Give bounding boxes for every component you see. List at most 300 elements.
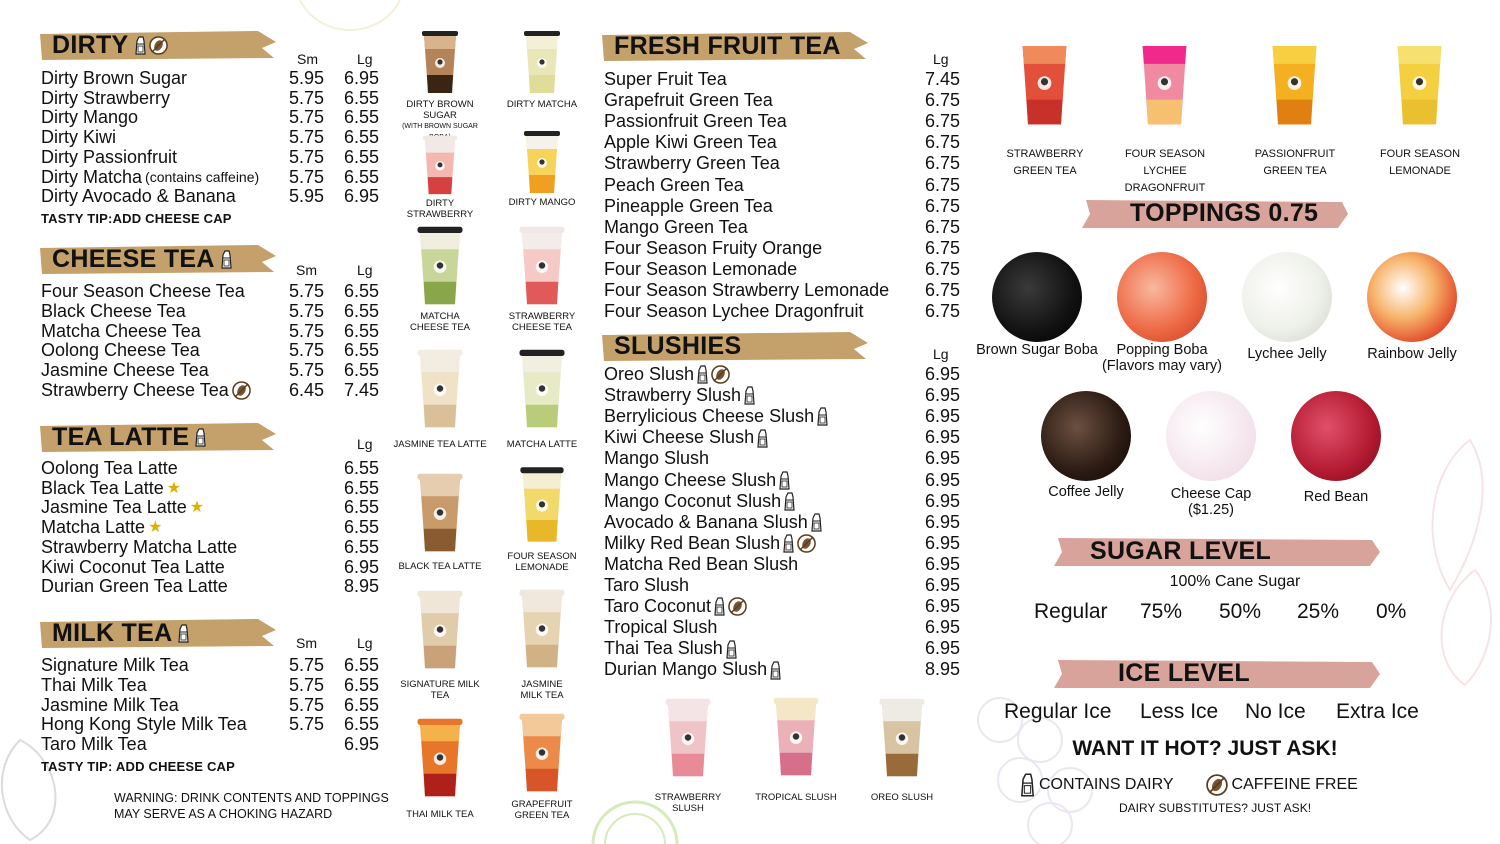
latte-item: [41, 577, 228, 597]
milk-carton-icon: [697, 365, 708, 384]
latte-item: [41, 459, 178, 479]
sugar-level-option: Regular: [1034, 600, 1108, 623]
dirty-price-sm: 5.75: [289, 166, 325, 187]
fruit-title: FRESH FRUIT TEA: [614, 32, 841, 60]
drink-photo-caption: [392, 311, 488, 333]
choking-warning: [114, 790, 389, 822]
dirty-price-lg: 6.55: [344, 107, 380, 128]
cheese-price-sm: 5.75: [289, 360, 325, 381]
caption-line-1: FOUR SEASON LYCHEE: [1124, 148, 1206, 177]
caption-line-1: TROPICAL SLUSH: [755, 792, 837, 803]
fruit-price-lg: 6.75: [925, 258, 961, 279]
topping-caption: [1217, 346, 1357, 362]
caption-line-1: STRAWBERRY: [654, 792, 722, 803]
latte-price-lg: 6.55: [344, 458, 380, 478]
slush-price-lg: 6.95: [925, 532, 961, 553]
milk-item: [41, 656, 189, 676]
dirty-heading: [38, 28, 278, 62]
drink-photo-caption: [392, 439, 488, 450]
cheese-lg-header: Lg: [357, 262, 373, 278]
slush-price-lg: 6.95: [925, 427, 961, 448]
drink-photo: [415, 25, 465, 100]
latte-item-name: Kiwi Coconut Tea Latte: [41, 556, 225, 577]
caption-line-2: LEMONADE: [515, 562, 569, 573]
milk-item-name: Jasmine Milk Tea: [41, 694, 179, 715]
dirty-price-sm: 5.95: [289, 68, 325, 88]
slush-item: [604, 555, 798, 575]
slush-title: SLUSHIES: [614, 332, 742, 360]
slush-item: [604, 407, 828, 427]
slush-item-name: Mango Slush: [604, 448, 710, 469]
latte-item: [41, 479, 181, 499]
fruit-price-lg: 6.75: [925, 195, 961, 216]
drink-photo-caption: [494, 551, 590, 573]
slush-item: [604, 660, 781, 680]
slush-item: [604, 386, 755, 406]
slush-item: [604, 471, 790, 491]
fruit-price-lg: 6.75: [925, 111, 961, 132]
sugar-level-option: 25%: [1297, 600, 1340, 623]
cheese-item-name: Four Season Cheese Tea: [41, 281, 245, 301]
fruit-item: [604, 260, 797, 280]
topping-caption-line-1: Brown Sugar Boba: [976, 342, 1098, 358]
fruit-item: [604, 176, 744, 196]
fruit-item-name: Grapefruit Green Tea: [604, 90, 773, 111]
slush-item-name: Thai Tea Slush: [604, 638, 723, 659]
dirty-item-name: Dirty Strawberry: [41, 87, 171, 108]
milk-price-lg: 6.95: [344, 734, 380, 755]
dirty-item: [41, 128, 116, 148]
dirty-price-lg: 6.95: [344, 186, 380, 207]
slush-price-lg: 8.95: [925, 659, 961, 680]
slush-item: [604, 449, 709, 469]
caption-line-1: FOUR SEASON: [507, 551, 577, 562]
caption-line-1: SIGNATURE MILK TEA: [400, 679, 480, 701]
milk-lg-header: Lg: [357, 635, 373, 651]
dirty-price-lg: 6.55: [344, 127, 380, 148]
ice-title: ICE LEVEL: [1118, 659, 1250, 687]
fruit-item: [604, 154, 780, 174]
cheese-item: [41, 381, 251, 401]
caption-line-1: GRAPEFRUIT: [511, 799, 573, 810]
sugar-level-option: 0%: [1376, 600, 1407, 623]
cheese-heading: [38, 242, 278, 276]
topping-photo: [1367, 252, 1457, 342]
slush-item: [604, 576, 689, 596]
dirty-price-lg: 6.55: [344, 87, 380, 108]
cheese-price-lg: 6.55: [344, 281, 380, 301]
milk-carton-icon: [770, 661, 781, 680]
milk-item-name: Taro Milk Tea: [41, 734, 147, 755]
milk-carton-icon: [817, 407, 828, 426]
ice-level-option: No Ice: [1245, 700, 1306, 723]
cheese-title: CHEESE TEA: [52, 245, 215, 273]
caption-line-1: STRAWBERRY: [1006, 148, 1084, 160]
latte-item-name: Oolong Tea Latte: [41, 458, 178, 478]
sugar-subtitle: 100% Cane Sugar: [1169, 573, 1301, 590]
slush-heading: [600, 329, 870, 363]
caption-line-1: DIRTY MATCHA: [506, 99, 578, 110]
drink-photo-caption: [392, 198, 488, 220]
drink-photo: [415, 340, 465, 437]
dirty-item-name: Dirty Avocado & Banana: [41, 186, 236, 207]
dirty-item-name: Dirty Passionfruit: [41, 146, 178, 167]
milk-price-sm: 5.75: [289, 694, 325, 715]
dirty-sm-header: Sm: [297, 51, 318, 67]
slush-price-lg: 6.95: [925, 553, 961, 574]
caption-line-1: DIRTY MANGO: [508, 197, 576, 208]
cheese-item-name: Oolong Cheese Tea: [41, 340, 200, 361]
topping-caption-line-1: Lychee Jelly: [1247, 346, 1327, 362]
topping-caption: [967, 342, 1107, 358]
cheese-sm-header: Sm: [296, 262, 317, 278]
slush-item-name: Milky Red Bean Slush: [604, 532, 781, 553]
fruit-price-lg: 6.75: [925, 301, 961, 322]
dirty-price-lg: 6.55: [344, 166, 380, 187]
featured-drink-photo: [1017, 18, 1072, 145]
slush-item: [604, 639, 737, 659]
milk-carton-icon: [178, 624, 189, 643]
cheese-item: [41, 341, 200, 361]
milk-price-sm: 5.75: [289, 674, 325, 695]
dirty-price-sm: 5.75: [289, 127, 325, 148]
dirty-price-sm: 5.75: [289, 87, 325, 108]
topping-caption-line-1: Cheese Cap: [1170, 486, 1252, 502]
caption-line-2: (WITH BROWN SUGAR: [402, 123, 478, 130]
cheese-price-lg: 6.55: [344, 300, 380, 321]
drink-photo: [517, 25, 567, 100]
milk-carton-icon: [221, 250, 232, 269]
dirty-price-sm: 5.95: [289, 186, 325, 207]
drink-photo-caption: [494, 311, 590, 333]
milk-item: [41, 676, 147, 696]
milk-carton-icon: [135, 36, 146, 55]
drink-photo-caption: [494, 679, 590, 701]
fruit-item: [604, 112, 787, 132]
topping-caption: [1266, 489, 1406, 505]
dirty-lg-header: Lg: [357, 51, 373, 67]
caption-line-2: DRAGONFRUIT: [1124, 182, 1206, 194]
slush-price-lg: 6.95: [925, 575, 961, 595]
slush-item: [604, 597, 747, 617]
drink-photo: [415, 218, 465, 313]
fruit-item-name: Mango Green Tea: [604, 216, 748, 237]
fruit-item: [604, 197, 773, 217]
latte-heading: [38, 420, 278, 454]
caption-line-1: JASMINE: [521, 679, 563, 690]
fruit-item-name: Super Fruit Tea: [604, 69, 727, 89]
drink-photo: [415, 705, 465, 810]
cheese-item-name: Black Cheese Tea: [41, 300, 186, 321]
milk-item-name: Thai Milk Tea: [41, 674, 147, 695]
sugar-level-option: 75%: [1140, 600, 1183, 623]
topping-caption-line-1: Popping Boba: [1116, 342, 1208, 358]
cheese-item: [41, 322, 201, 342]
milk-price-lg: 6.55: [344, 674, 380, 695]
featured-drink-caption: [1365, 146, 1475, 180]
slush-item: [604, 492, 795, 512]
topping-caption-line-2: (Flavors may vary): [1101, 358, 1223, 374]
cheese-item: [41, 361, 209, 381]
topping-photo: [1242, 252, 1332, 342]
strawberry-decoration: [1410, 430, 1500, 690]
fruit-heading: [600, 29, 870, 63]
dirty-price-sm: 5.75: [289, 107, 325, 128]
topping-photo: [1117, 252, 1207, 342]
dirty-item: [41, 89, 170, 109]
milk-tip: TASTY TIP: ADD CHEESE CAP: [41, 759, 236, 774]
caption-line-1: STRAWBERRY: [508, 311, 576, 322]
drink-photo: [415, 580, 465, 679]
slush-item-name: Kiwi Cheese Slush: [604, 427, 755, 448]
latte-price-lg: 6.55: [344, 477, 380, 498]
caffeine-free-icon: [728, 597, 747, 616]
caption-line-1: BLACK TEA LATTE: [398, 561, 482, 572]
cheese-price-lg: 6.55: [344, 360, 380, 381]
latte-item: [41, 518, 162, 538]
milk-carton-icon: [811, 513, 822, 532]
toppings-heading: [1080, 196, 1350, 230]
milk-carton-icon: [744, 386, 755, 405]
dirty-price-sm: 5.75: [289, 146, 325, 167]
cheese-price-sm: 5.75: [289, 340, 325, 361]
topping-caption: [1016, 484, 1156, 500]
featured-drink-caption: [1240, 146, 1350, 180]
fruit-item-name: Four Season Fruity Orange: [604, 237, 823, 258]
cheese-item-name: Strawberry Cheese Tea: [41, 380, 229, 400]
drink-photo-caption: [494, 197, 590, 208]
milk-price-sm: 5.75: [289, 655, 325, 675]
ice-level-option: Less Ice: [1140, 700, 1219, 723]
toppings-title: TOPPINGS 0.75: [1130, 199, 1319, 227]
drink-photo-caption: [392, 809, 488, 820]
milk-carton-icon: [714, 597, 725, 616]
caption-line-2: CHEESE TEA: [409, 322, 470, 333]
milk-heading: [38, 616, 278, 650]
fruit-price-lg: 6.75: [925, 153, 961, 174]
caption-line-1: DIRTY BROWN SUGAR: [406, 99, 474, 121]
fruit-item: [604, 302, 863, 322]
caffeine-free-icon: [1206, 774, 1228, 796]
topping-caption-line-1: Red Bean: [1303, 489, 1369, 505]
slush-price-lg: 6.95: [925, 385, 961, 406]
caption-line-2: MILK TEA: [520, 690, 564, 701]
milk-item-name: Signature Milk Tea: [41, 655, 189, 675]
fruit-item-name: Four Season Strawberry Lemonade: [604, 280, 890, 300]
caption-line-1: OREO SLUSH: [870, 792, 934, 803]
dirty-item-name: Dirty Matcha: [41, 166, 143, 187]
drink-photo-caption: [748, 792, 844, 803]
fruit-item-name: Four Season Lemonade: [604, 258, 798, 279]
milk-sm-header: Sm: [296, 635, 317, 651]
slush-price-lg: 6.95: [925, 596, 961, 617]
caption-line-1: FOUR SEASON: [1379, 148, 1461, 160]
milk-carton-icon: [779, 471, 790, 490]
topping-caption: [1092, 342, 1232, 374]
drink-photo: [771, 680, 821, 793]
milk-price-sm: 5.75: [289, 714, 325, 735]
slush-price-lg: 6.95: [925, 617, 961, 638]
caffeine-free-icon: [797, 534, 816, 553]
dirty-item-name: Dirty Brown Sugar: [41, 68, 188, 88]
drink-photo-caption: [640, 792, 736, 814]
hot-note: WANT IT HOT? JUST ASK!: [1072, 737, 1338, 760]
milk-carton-icon: [195, 428, 206, 447]
milk-carton-icon: [1020, 773, 1035, 797]
topping-caption-line-1: Coffee Jelly: [1048, 484, 1124, 500]
featured-drink-photo: [1267, 18, 1322, 145]
featured-drink-caption: [1110, 146, 1220, 197]
caption-line-2: LEMONADE: [1389, 165, 1451, 177]
slush-price-lg: 6.95: [925, 448, 961, 469]
caption-line-1: JASMINE TEA LATTE: [393, 439, 487, 450]
latte-item-name: Black Tea Latte: [41, 477, 164, 498]
fruit-item-name: Peach Green Tea: [604, 174, 744, 195]
slush-price-lg: 6.95: [925, 638, 961, 659]
latte-item-name: Matcha Latte: [41, 517, 146, 538]
latte-title: TEA LATTE: [52, 423, 190, 451]
caption-line-1: MATCHA: [420, 311, 460, 322]
latte-item-name: Jasmine Tea Latte: [41, 497, 187, 518]
fruit-item: [604, 281, 889, 301]
dirty-item: [41, 168, 259, 188]
fruit-item-name: Strawberry Green Tea: [604, 153, 780, 174]
milk-item: [41, 735, 147, 755]
dirty-item: [41, 108, 138, 128]
caption-line-1: PASSIONFRUIT: [1254, 148, 1336, 160]
latte-price-lg: 6.95: [344, 556, 380, 577]
slush-price-lg: 6.95: [925, 364, 961, 384]
caption-line-1: THAI MILK TEA: [406, 809, 474, 820]
topping-caption: [1141, 486, 1281, 518]
cheese-item: [41, 302, 186, 322]
slush-item: [604, 428, 768, 448]
cheese-item-name: Jasmine Cheese Tea: [41, 360, 209, 381]
slush-item: [604, 513, 822, 533]
dairy-subs-note: DAIRY SUBSTITUTES? JUST ASK!: [1118, 801, 1312, 815]
milk-price-lg: 6.55: [344, 655, 380, 675]
topping-caption-line-1: Rainbow Jelly: [1367, 346, 1457, 362]
caffeine-free-icon: [711, 365, 730, 384]
cheese-price-lg: 7.45: [344, 380, 380, 400]
fruit-item: [604, 239, 822, 259]
topping-photo: [1166, 391, 1256, 481]
drink-photo: [517, 340, 567, 437]
fruit-item: [604, 91, 773, 111]
slush-item-name: Matcha Red Bean Slush: [604, 553, 799, 574]
sugar-heading: [1052, 534, 1382, 568]
latte-price-lg: 6.55: [344, 497, 380, 518]
slush-price-lg: 6.95: [925, 406, 961, 427]
drink-photo: [517, 460, 567, 549]
milk-title: MILK TEA: [52, 619, 173, 647]
caption-line-1: MATCHA LATTE: [506, 439, 578, 450]
slush-item-name: Mango Cheese Slush: [604, 469, 777, 490]
latte-lg-header: Lg: [357, 436, 373, 452]
fruit-price-lg: 6.75: [925, 216, 961, 237]
milk-carton-icon: [757, 429, 768, 448]
drink-photo-caption: [854, 792, 950, 803]
slush-item: [604, 365, 730, 385]
fruit-item-name: Apple Kiwi Green Tea: [604, 132, 777, 153]
star-icon: ★: [189, 499, 205, 517]
milk-carton-icon: [783, 534, 794, 553]
slush-price-lg: 6.95: [925, 469, 961, 490]
latte-item-name: Durian Green Tea Latte: [41, 576, 228, 597]
dirty-item-note: (contains caffeine): [145, 168, 260, 185]
slush-price-lg: 6.95: [925, 490, 961, 511]
caffeine-free-icon: [149, 36, 168, 55]
drink-photo-caption: [392, 561, 488, 572]
latte-item-name: Strawberry Matcha Latte: [41, 536, 238, 557]
slush-item-name: Avocado & Banana Slush: [604, 511, 808, 532]
slush-item: [604, 618, 717, 638]
slush-item-name: Strawberry Slush: [604, 385, 742, 406]
ice-level-option: Regular Ice: [1004, 700, 1112, 723]
star-icon: ★: [148, 519, 163, 537]
milk-carton-icon: [784, 492, 795, 511]
dirty-item: [41, 148, 177, 168]
fruit-item-name: Pineapple Green Tea: [604, 195, 773, 216]
topping-photo: [992, 252, 1082, 342]
slush-item-name: Oreo Slush: [604, 364, 695, 384]
drink-photo: [663, 682, 713, 793]
milk-item: [41, 715, 247, 735]
sugar-level-option: 50%: [1219, 600, 1262, 623]
featured-drink-photo: [1392, 18, 1447, 145]
fruit-price-lg: 6.75: [925, 237, 961, 258]
cheese-price-sm: 6.45: [289, 380, 325, 400]
sugar-title: SUGAR LEVEL: [1090, 537, 1272, 565]
drink-photo: [517, 125, 567, 200]
dirty-item: [41, 187, 236, 207]
cheese-price-sm: 5.75: [289, 320, 325, 341]
featured-drink-photo: [1137, 18, 1192, 145]
fruit-item-name: Four Season Lychee Dragonfruit: [604, 301, 864, 322]
milk-item-name: Hong Kong Style Milk Tea: [41, 714, 247, 735]
cheese-price-lg: 6.55: [344, 340, 380, 361]
dirty-price-lg: 6.55: [344, 146, 380, 167]
slush-price-lg: 6.95: [925, 511, 961, 532]
latte-item: [41, 538, 237, 558]
drink-photo-caption: [494, 439, 590, 450]
drink-photo-caption: [392, 679, 488, 701]
dirty-item: [41, 69, 187, 89]
drink-photo: [415, 460, 465, 565]
drink-photo-caption: [494, 799, 590, 821]
slush-item-name: Tropical Slush: [604, 617, 718, 638]
fruit-price-lg: 6.75: [925, 280, 961, 300]
warning-line-1: WARNING: DRINK CONTENTS AND TOPPINGS: [114, 791, 389, 805]
drink-photo: [415, 130, 465, 201]
latte-price-lg: 6.55: [344, 517, 380, 538]
milk-price-lg: 6.55: [344, 714, 380, 735]
slush-item-name: Berrylicious Cheese Slush: [604, 406, 815, 427]
slush-lg-header: Lg: [933, 346, 949, 362]
ice-heading: [1052, 656, 1382, 690]
cheese-price-sm: 5.75: [289, 300, 325, 321]
slush-item-name: Taro Slush: [604, 575, 690, 595]
latte-price-lg: 8.95: [344, 576, 380, 597]
dirty-item-name: Dirty Mango: [41, 107, 139, 128]
fruit-lg-header: Lg: [933, 51, 949, 67]
topping-caption-line-2: ($1.25): [1188, 502, 1234, 518]
caffeine-free-icon: [232, 381, 251, 400]
drink-photo-caption: [494, 99, 590, 110]
topping-caption: [1342, 346, 1482, 362]
fruit-item: [604, 133, 777, 153]
latte-price-lg: 6.55: [344, 536, 380, 557]
